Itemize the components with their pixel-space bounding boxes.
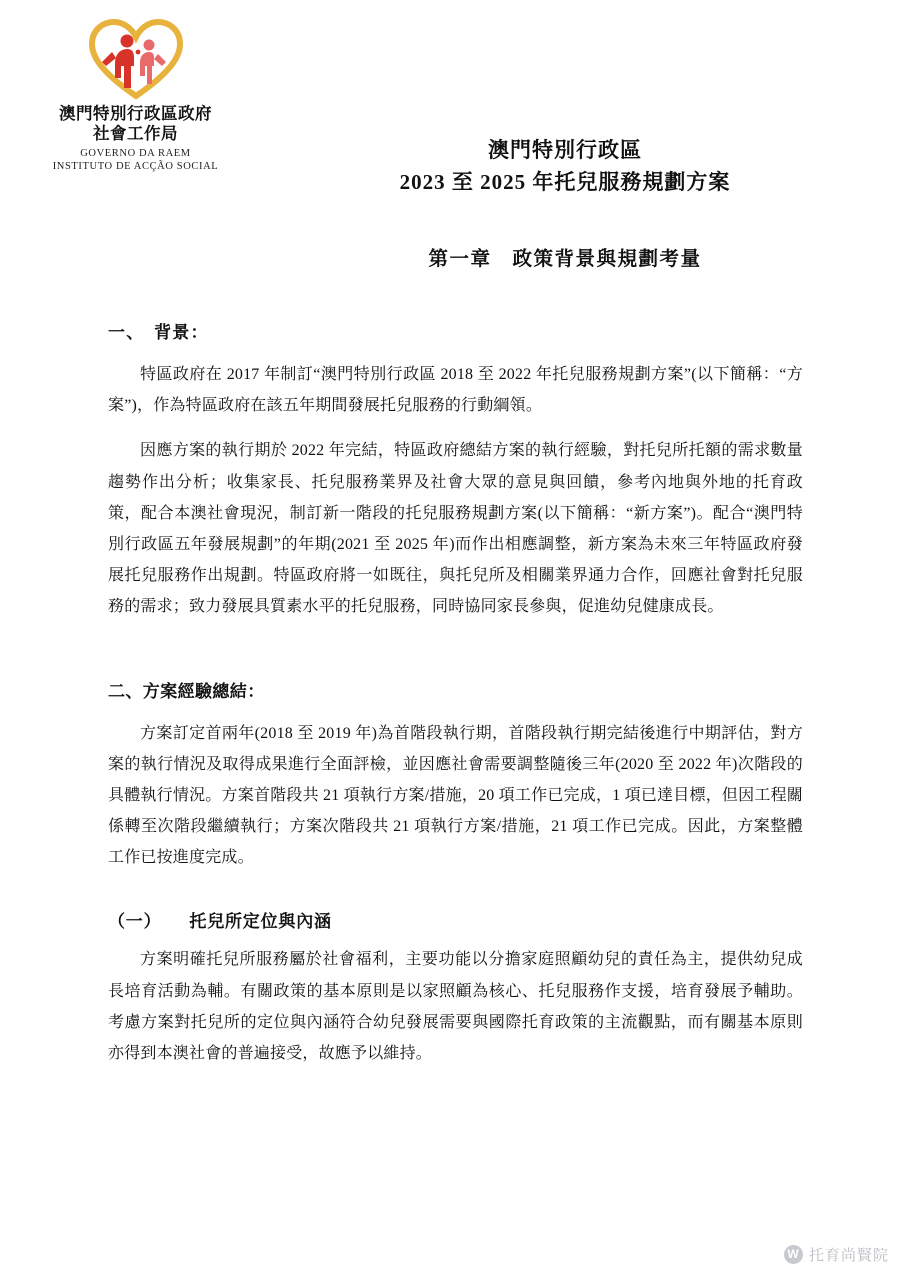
document-title-line2: 2023 至 2025 年托兒服務規劃方案 [399, 169, 731, 194]
logo-chinese-line2: 社會工作局 [93, 125, 178, 144]
watermark [784, 1244, 889, 1265]
paragraph: 因應方案的執行期於 2022 年完結，特區政府總結方案的執行經驗，對托兒所托額的需求數量趨勢作出分析；收集家長、托兒服務業界及社會大眾的意見與回饋，參考內地與外地的托育政策，配合本澳社會現況，制訂新一階段的托兒服務規劃方案(以下簡稱：“新方案”)。配合“澳門特別行政區五年發展規劃”的年期(2021 至 2025 年)而作出相應調整，新方案為未來三年特區政府發展托兒服務作出規劃。特區政府將一如既往，與托兒所及相關業界通力合作，回應社會對托兒服務的需求；致力發展具質素水平的托兒服務，同時協同家長參與，促進幼兒健康成長。 [108, 442, 803, 616]
section-heading-background: 一、 背景： [108, 323, 209, 342]
paragraph: 方案訂定首兩年(2018 至 2019 年)為首階段執行期，首階段執行期完結後進行中期評估，對方案的執行情況及取得成果進行全面評檢，並因應社會需要調整隨後三年(2020 至 2022 年)次階段的具體執行情況。方案首階段共 21 項執行方案/措施，20 項工作已完成，1 項已達目標，但因工程關係轉至次階段繼續執行；方案次階段共 21 項執行方案/措施，21 項工作已完成。因此，方案整體工作已按進度完成。 [108, 724, 803, 867]
subsection-heading [108, 907, 803, 932]
section-spacer [108, 637, 803, 677]
logo-chinese-line1: 澳門特別行政區政府 [59, 105, 212, 123]
heart-family-logo-icon [86, 18, 186, 100]
document-title [255, 135, 875, 198]
subsection-spacer [108, 887, 803, 907]
document-title-line1: 澳門特別行政區 [488, 138, 642, 162]
subsection-number: （一） [108, 912, 162, 932]
paragraph: 方案明確托兒所服務屬於社會福利，主要功能以分擔家庭照顧幼兒的責任為主，提供幼兒成長培育活動為輔。有關政策的基本原則是以家照顧為核心、托兒服務作支援，培育發展予輔助。考慮方案對托兒所的定位與內涵符合幼兒發展需要與國際托育政策的主流觀點，而有關基本原則亦得到本澳社會的普遍接受，故應予以維持。 [108, 951, 803, 1062]
paragraph: 特區政府在 2017 年制訂“澳門特別行政區 2018 至 2022 年托兒服務規劃方案”(以下簡稱：“方案”)，作為特區政府在該五年期間發展托兒服務的行動綱領。 [108, 366, 803, 415]
logo-portuguese-name [28, 147, 243, 173]
weibo-icon: W [784, 1245, 803, 1264]
organization-logo [28, 18, 243, 174]
chapter-title: 第一章 政策背景與規劃考量 [428, 249, 702, 270]
logo-portuguese-line2: INSTITUTO DE ACÇÃO SOCIAL [52, 161, 219, 173]
watermark-text: 托育尚賢院 [808, 1247, 889, 1264]
logo-portuguese-line1: GOVERNO DA RAEM [80, 148, 191, 160]
section-heading-summary: 二、方案經驗總結： [108, 681, 265, 701]
logo-chinese-name [28, 104, 243, 144]
document-body [108, 318, 803, 1083]
subsection-title: 托兒所定位與內涵 [189, 912, 332, 932]
